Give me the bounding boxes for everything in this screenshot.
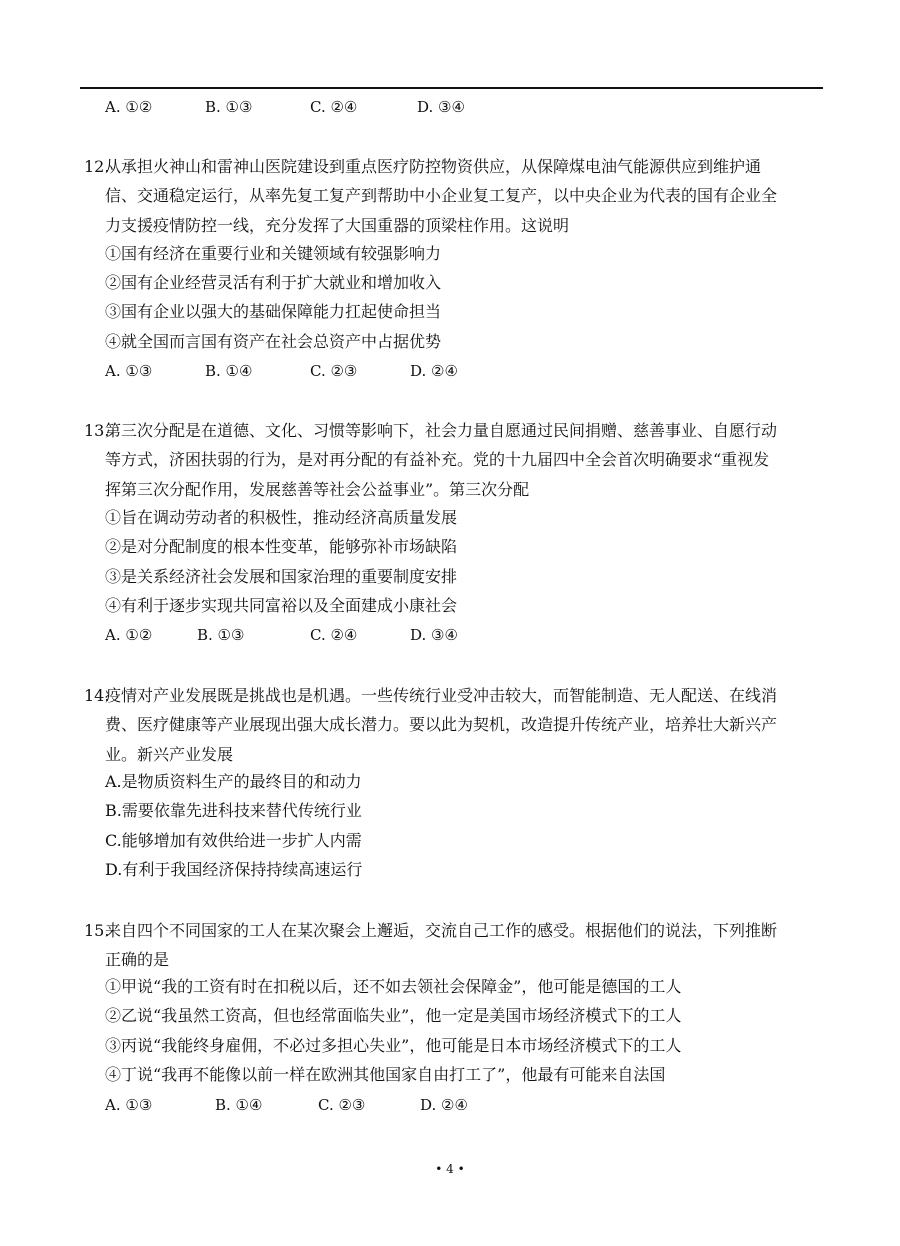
statement-1: ①旨在调动劳动者的积极性，推动经济高质量发展 [105, 508, 458, 527]
option-d: D. ③④ [417, 98, 465, 116]
option-b: B. ①④ [215, 1096, 263, 1114]
choice-d: D.有利于我国经济保持持续高速运行 [105, 860, 363, 879]
stem-line: 疫情对产业发展既是挑战也是机遇。一些传统行业受冲击较大，而智能制造、无人配送、在线消 [105, 686, 778, 705]
statement-4: ④就全国而言国有资产在社会总资产中占据优势 [105, 332, 442, 351]
option-c: C. ②③ [310, 362, 358, 380]
question-stem [105, 916, 825, 975]
stem-line: 业。新兴产业发展 [105, 744, 234, 764]
choice-c: C.能够增加有效供给进一步扩人内需 [105, 831, 362, 850]
question-stem [105, 416, 825, 504]
statement-3: ③丙说“我能终身雇佣，不必过多担心失业”，他可能是日本市场经济模式下的工人 [105, 1036, 682, 1055]
statement-1: ①国有经济在重要行业和关键领域有较强影响力 [105, 244, 442, 263]
question-number: 15. [84, 921, 110, 940]
stem-line: 正确的是 [105, 950, 170, 970]
option-a: A. ①② [105, 626, 153, 644]
statement-2: ②是对分配制度的根本性变革，能够弥补市场缺陷 [105, 537, 458, 556]
question-number: 13. [84, 421, 110, 440]
stem-line: 信、交通稳定运行，从率先复工复产到帮助中小企业复工复产，以中央企业为代表的国有企业全 [105, 186, 778, 206]
stem-line: 等方式，济困扶弱的行为，是对再分配的有益补充。党的十九届四中全会首次明确要求“重视发 [105, 450, 770, 470]
option-b: B. ①③ [205, 98, 253, 116]
page-number: • 4 • [435, 1162, 465, 1176]
option-a: A. ①③ [105, 362, 153, 380]
statement-3: ③国有企业以强大的基础保障能力扛起使命担当 [105, 302, 442, 321]
option-c: C. ②④ [310, 626, 358, 644]
stem-line: 挥第三次分配作用，发展慈善等社会公益事业”。第三次分配 [105, 479, 530, 499]
option-a: A. ①② [105, 98, 153, 116]
statement-2: ②乙说“我虽然工资高，但也经常面临失业”，他一定是美国市场经济模式下的工人 [105, 1006, 682, 1025]
stem-line: 力支援疫情防控一线，充分发挥了大国重器的顶梁柱作用。这说明 [105, 215, 570, 235]
option-a: A. ①③ [105, 1096, 153, 1114]
statement-2: ②国有企业经营灵活有利于扩大就业和增加收入 [105, 273, 442, 292]
question-number: 14. [84, 686, 110, 705]
choice-b: B.需要依靠先进科技来替代传统行业 [105, 801, 362, 820]
stem-line: 从承担火神山和雷神山医院建设到重点医疗防控物资供应，从保障煤电油气能源供应到维护通 [105, 157, 762, 176]
option-c: C. ②③ [318, 1096, 366, 1114]
statement-4: ④有利于逐步实现共同富裕以及全面建成小康社会 [105, 596, 458, 615]
stem-line: 来自四个不同国家的工人在某次聚会上邂逅，交流自己工作的感受。根据他们的说法，下列推断 [105, 921, 778, 940]
header-rule [80, 87, 823, 89]
option-d: D. ②④ [420, 1096, 468, 1114]
choice-a: A.是物质资料生产的最终目的和动力 [105, 772, 362, 791]
option-d: D. ②④ [410, 362, 458, 380]
question-number: 12. [84, 157, 110, 176]
stem-line: 费、医疗健康等产业展现出强大成长潜力。要以此为契机，改造提升传统产业，培养壮大新兴产 [105, 715, 778, 735]
question-stem [105, 681, 825, 769]
option-d: D. ③④ [410, 626, 458, 644]
stem-line: 第三次分配是在道德、文化、习惯等影响下，社会力量自愿通过民间捐赠、慈善事业、自愿行动 [105, 421, 778, 440]
statement-1: ①甲说“我的工资有时在扣税以后，还不如去领社会保障金”，他可能是德国的工人 [105, 977, 682, 996]
statement-4: ④丁说“我再不能像以前一样在欧洲其他国家自由打工了”，他最有可能来自法国 [105, 1065, 666, 1084]
option-c: C. ②④ [310, 98, 358, 116]
option-b: B. ①④ [205, 362, 253, 380]
question-stem [105, 152, 825, 240]
statement-3: ③是关系经济社会发展和国家治理的重要制度安排 [105, 567, 458, 586]
option-b: B. ①③ [197, 626, 245, 644]
